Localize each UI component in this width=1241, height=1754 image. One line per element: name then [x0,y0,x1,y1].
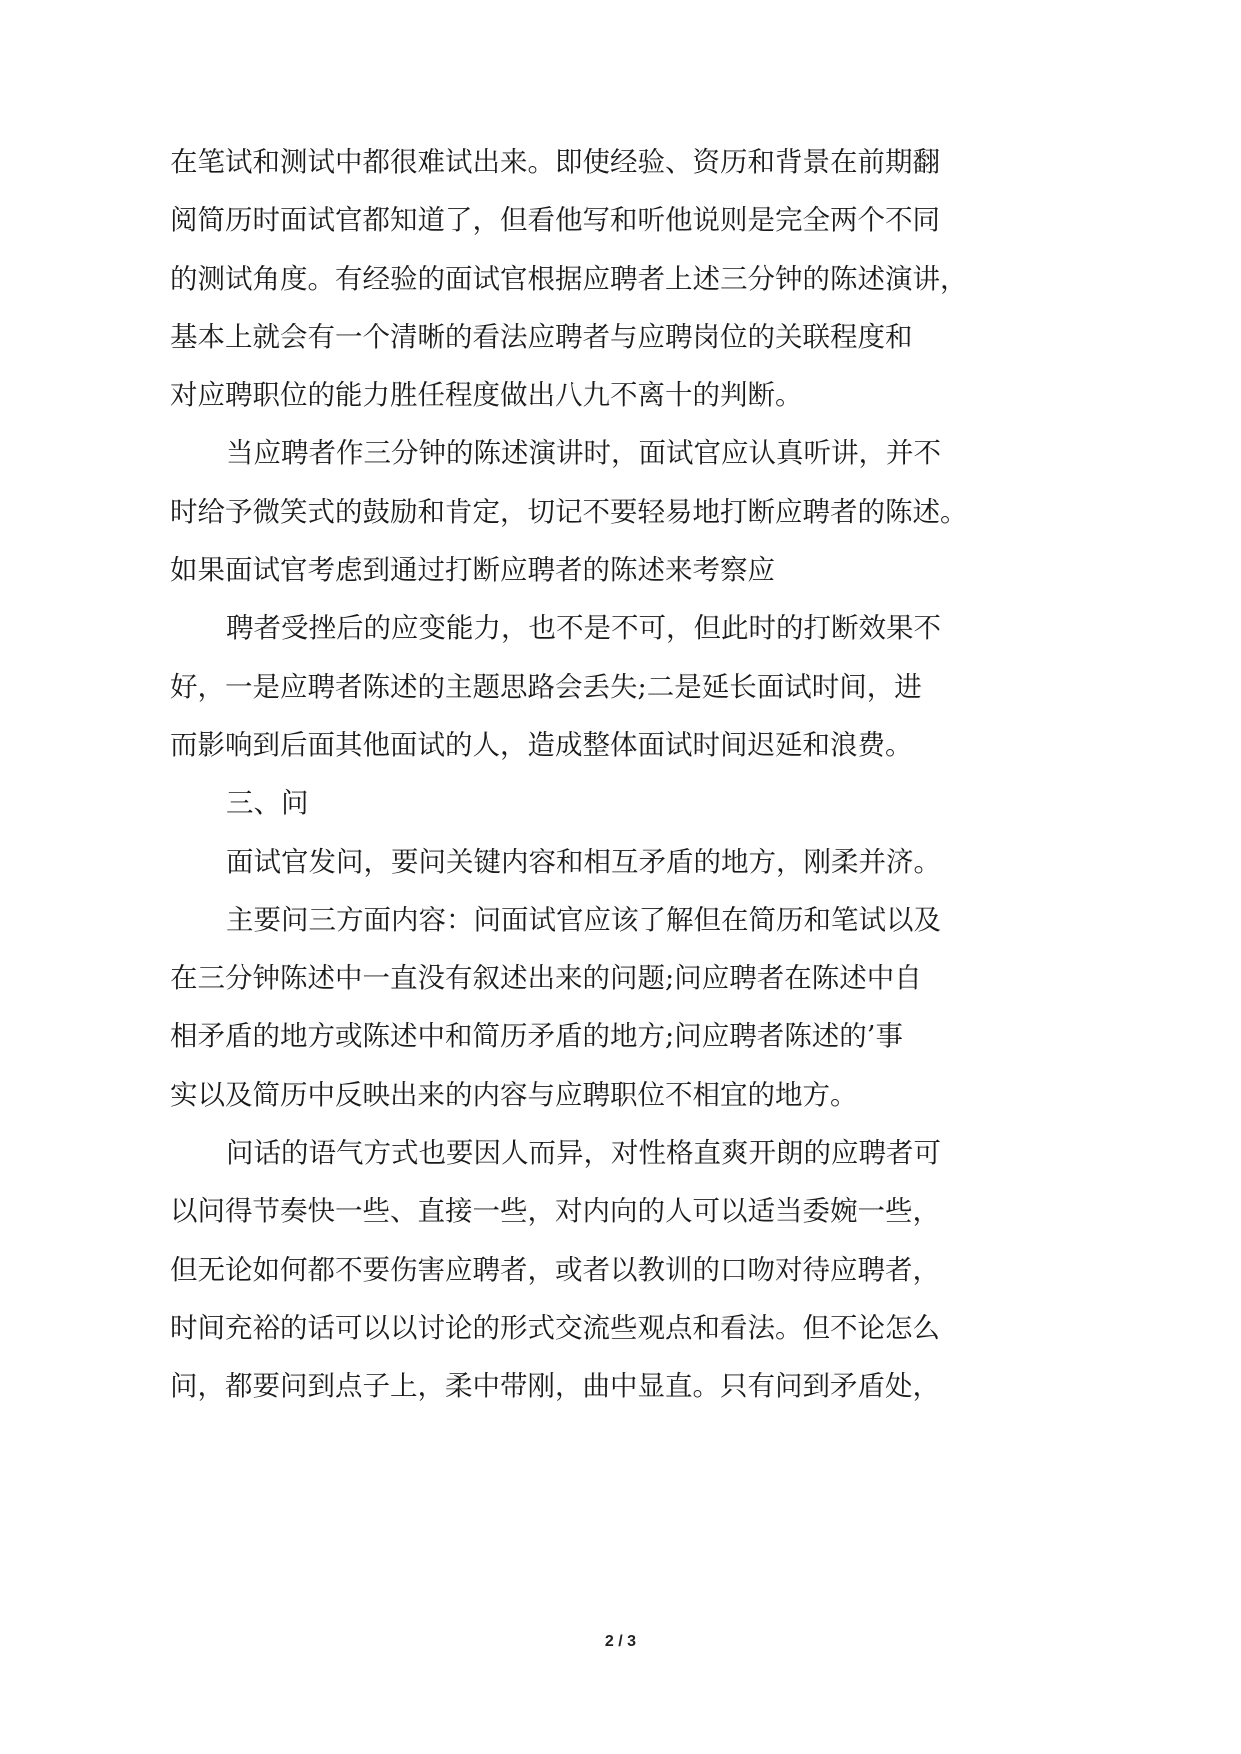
text-line: 问话的语气方式也要因人而异，对性格直爽开朗的应聘者可 [226,1137,941,1170]
text-line: 以问得节奏快一些、直接一些，对内向的人可以适当委婉一些， [170,1195,940,1228]
text-line: 的测试角度。有经验的面试官根据应聘者上述三分钟的陈述演讲， [170,262,968,295]
body-text [170,133,1070,1416]
text-line: 当应聘者作三分钟的陈述演讲时，面试官应认真听讲，并不 [226,437,941,470]
text-line: 时间充裕的话可以以讨论的形式交流些观点和看法。但不论怎么 [170,1311,940,1344]
section-heading [170,774,1070,832]
paragraph [170,133,1070,424]
paragraph [170,833,1070,891]
text-line: 聘者受挫后的应变能力，也不是不可，但此时的打断效果不 [226,612,941,645]
text-line: 时给予微笑式的鼓励和肯定，切记不要轻易地打断应聘者的陈述。 [170,495,968,528]
text-line: 实以及简历中反映出来的内容与应聘职位不相宜的地方。 [170,1078,858,1111]
text-line: 在笔试和测试中都很难试出来。即使经验、资历和背景在前期翻 [170,146,940,178]
text-line: 基本上就会有一个清晰的看法应聘者与应聘岗位的关联程度和 [170,320,913,353]
page-number: 2 / 3 [604,1633,637,1650]
text-line: 对应聘职位的能力胜任程度做出八九不离十的判断。 [170,379,803,412]
heading-text: 三、问 [226,787,309,820]
text-line: 面试官发问，要问关键内容和相互矛盾的地方，刚柔并济。 [226,845,941,878]
text-line: 但无论如何都不要伤害应聘者，或者以教训的口吻对待应聘者， [170,1253,940,1286]
text-line: 好，一是应聘者陈述的主题思路会丢失;二是延长面试时间，进 [170,670,922,703]
paragraph [170,1124,1070,1415]
text-line: 相矛盾的地方或陈述中和简历矛盾的地方;问应聘者陈述的’事 [170,1020,904,1053]
paragraph [170,599,1070,774]
paragraph [170,424,1070,599]
text-line: 问，都要问到点子上，柔中带刚，曲中显直。只有问到矛盾处， [170,1370,940,1403]
text-line: 而影响到后面其他面试的人，造成整体面试时间迟延和浪费。 [170,728,913,761]
text-line: 主要问三方面内容：问面试官应该了解但在简历和笔试以及 [226,903,941,936]
text-line: 在三分钟陈述中一直没有叙述出来的问题;问应聘者在陈述中自 [170,962,922,995]
text-line: 阅简历时面试官都知道了，但看他写和听他说则是完全两个不同 [170,204,940,237]
text-line: 如果面试官考虑到通过打断应聘者的陈述来考察应 [170,554,775,587]
paragraph [170,891,1070,1124]
